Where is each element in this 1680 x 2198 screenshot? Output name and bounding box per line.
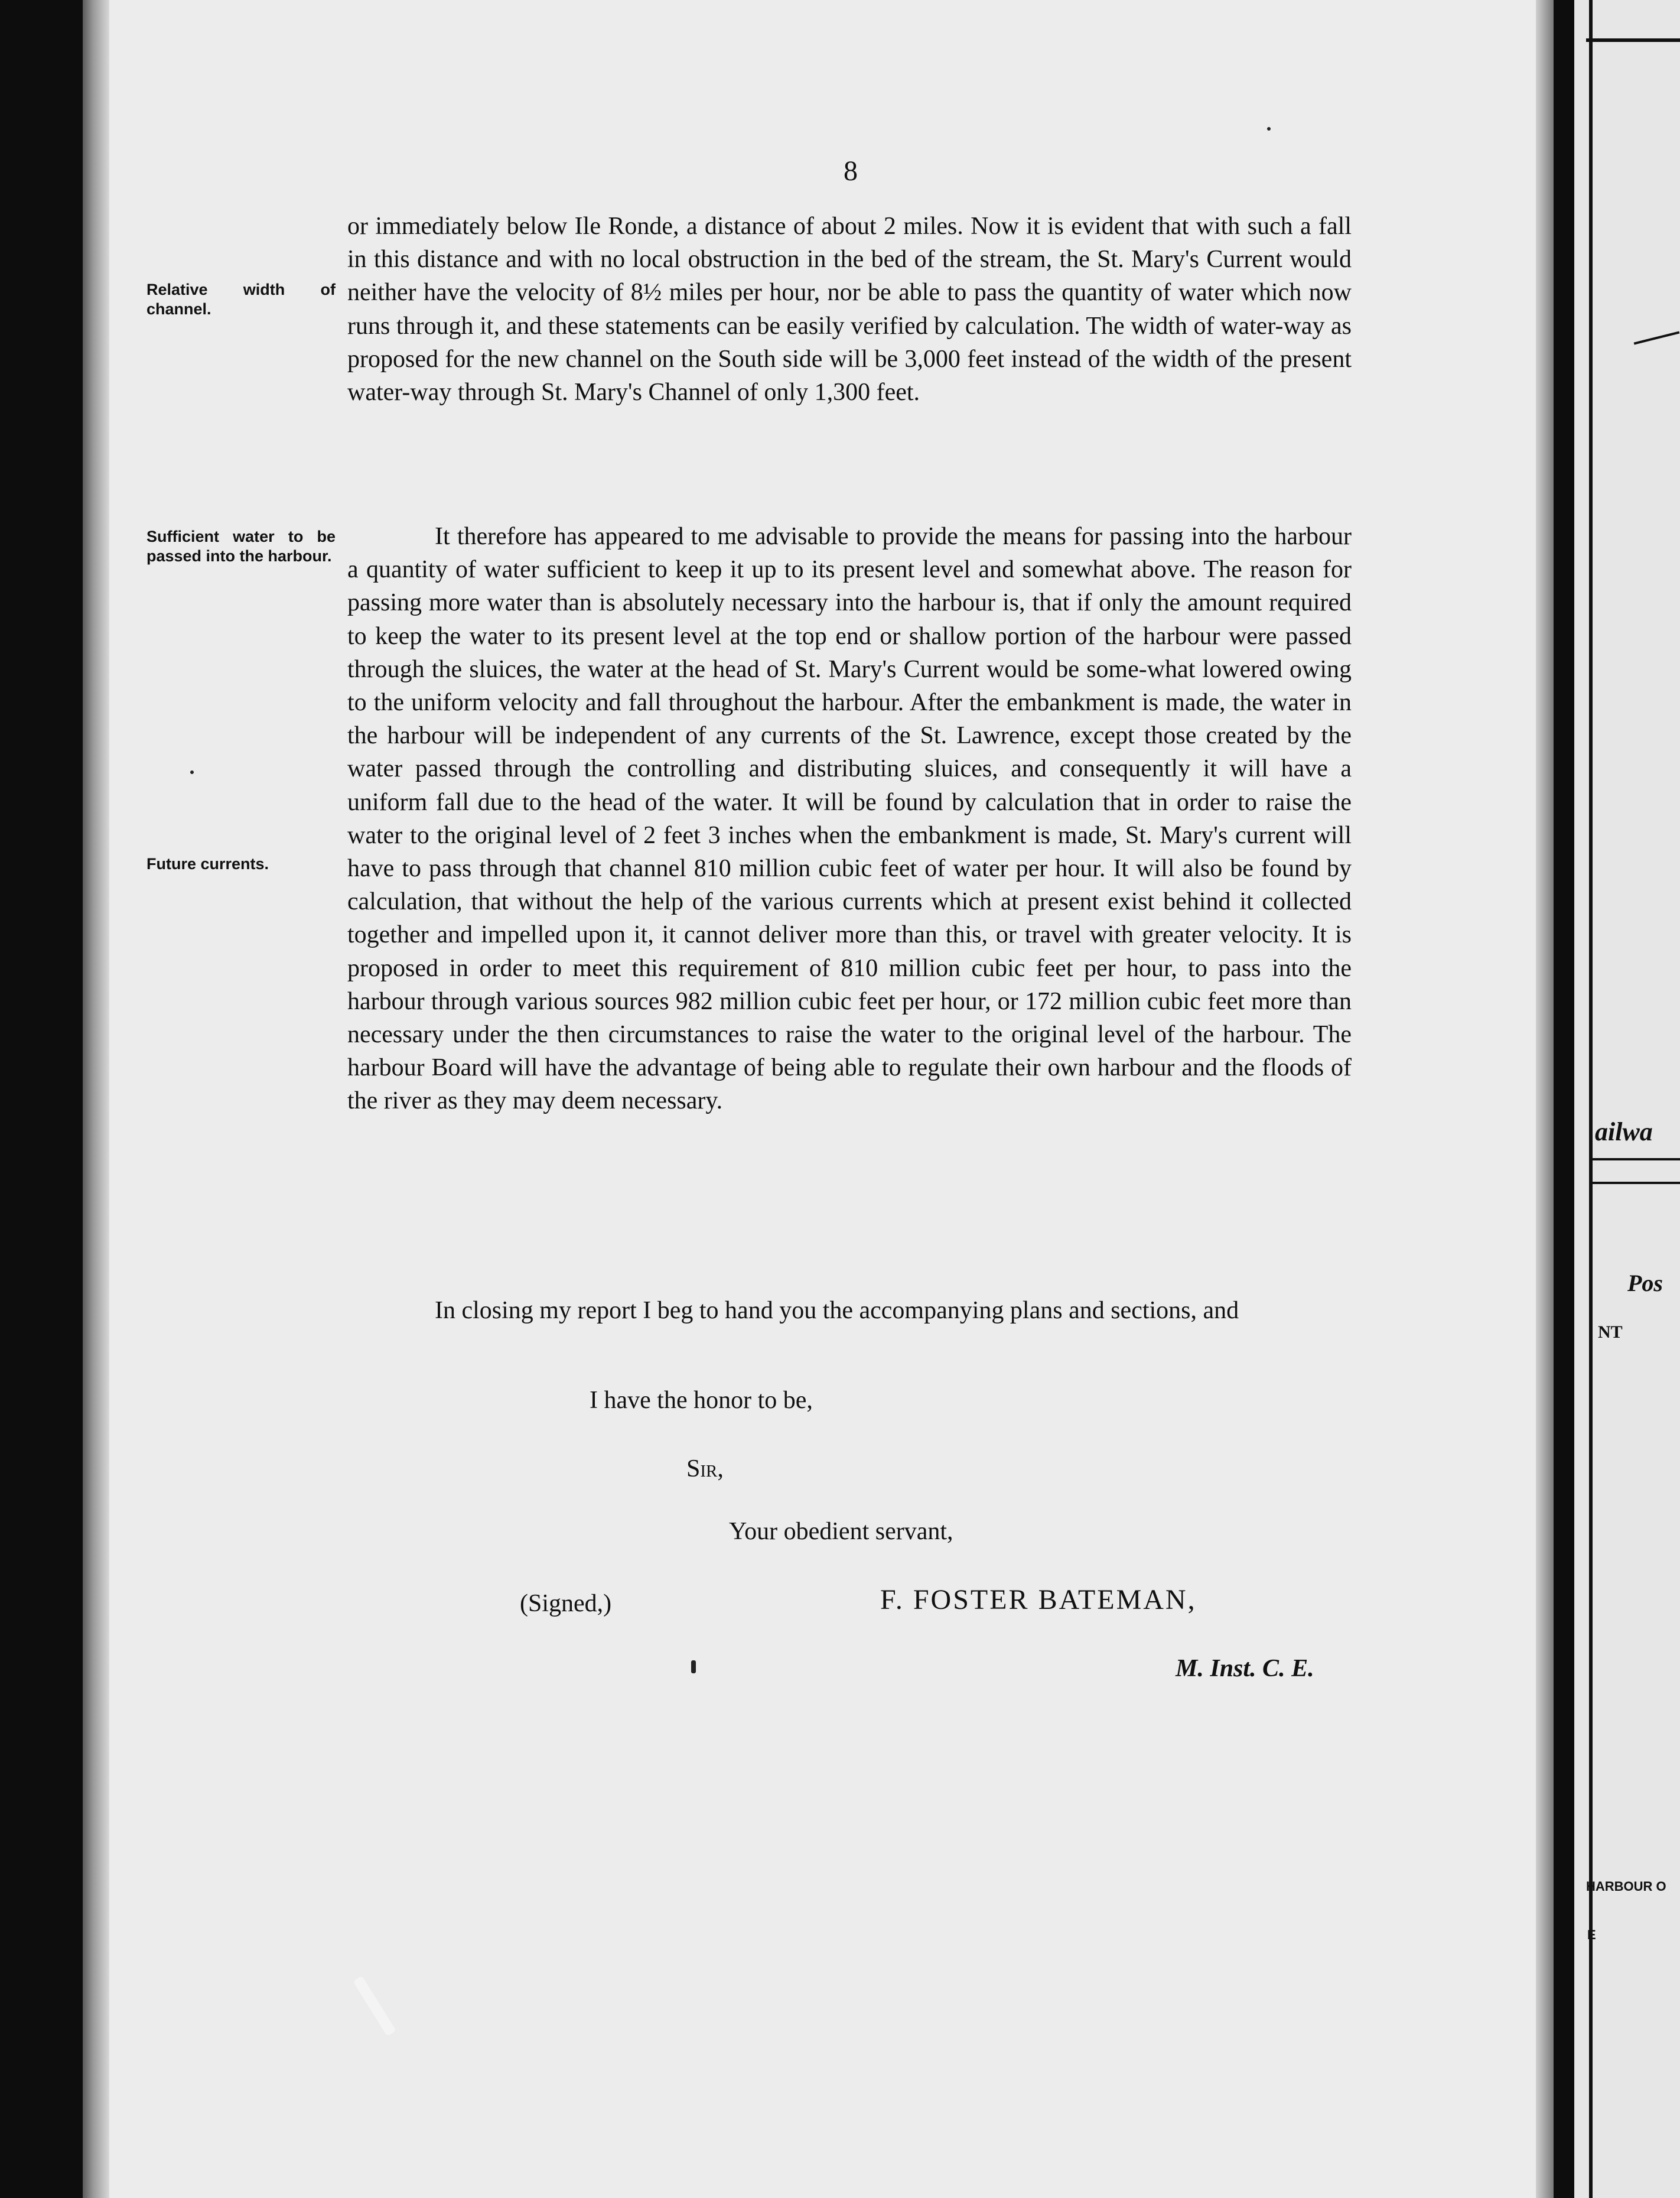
margin-note-relative-width: Relative width of channel. — [146, 281, 336, 318]
map-road-line — [1592, 1182, 1680, 1184]
paragraph-2-text: It therefore has appeared to me advisable to provide the means for passing into the harbour a quantity of water sufficient to keep it up to its present level and somewhat above. The reason for passing more water than is absolutely necessary into the harbour is, that if only the amount required to keep the water to its present level at the top end or shallow portion of the harbour were passed through the sluices, the water at the head of St. Mary's Current would be some-what lowered owing to the uniform velocity and fall throughout the harbour. After the embankment is made, the water in the harbour will be independent of any currents of the St. Lawrence, except those created by the water passed through the controlling and distributing sluices, and consequently it will have a uniform fall due to the head of the water. It will be found by calculation that in order to raise the water to the original level of 2 feet 3 inches when the embankment is made, St. Mary's current will have to pass through that channel 810 million cubic feet of water per hour. It will also be found by calculation, that without the help of the various currents which at present exist behind it collected together and impelled upon it, it cannot deliver more than this, or travel with greater velocity. It is proposed in order to meet this requirement of 810 million cubic feet per hour, to pass into the harbour through various sources 982 million cubic feet per hour, or 172 million cubic feet more than necessary under the then circumstances to raise the water to the original level of the harbour. The harbour Board will have the advantage of being able to regulate their own harbour and the floods of the river as they may deem necessary. — [347, 523, 1352, 1115]
map-road-line — [1592, 1158, 1680, 1160]
page-edge — [1536, 0, 1554, 2198]
page-gutter — [83, 0, 109, 2198]
speck — [691, 1660, 696, 1673]
margin-note-future-currents: Future currents. — [146, 855, 269, 873]
paragraph-3 — [347, 1294, 1352, 1327]
map-label-railway: ailwa — [1595, 1117, 1653, 1146]
page-number: 8 — [844, 155, 858, 187]
closing-salutation: Sir, — [686, 1455, 724, 1482]
map-label-nt: NT — [1598, 1322, 1623, 1342]
map-border-line — [1586, 38, 1680, 42]
paragraph-1-text: or immediately below Ile Ronde, a distance of about 2 miles. Now it is evident that with such a fall in this distance and with no local obstruction in the bed of the stream, the St. Mary's Current would neither have the velocity of 8½ miles per hour, nor be able to pass the quantity of water which now runs through it, and these statements can be easily verified by calculation. The width of water-way as proposed for the new channel on the South side will be 3,000 feet instead of the width of the present water-way through St. Mary's Channel of only 1,300 feet. — [347, 213, 1352, 407]
signature-credential: M. Inst. C. E. — [1176, 1655, 1314, 1682]
paragraph-1 — [347, 210, 1352, 409]
map-border-line — [1589, 0, 1593, 2198]
adjacent-map-strip — [1574, 0, 1680, 2198]
map-label-e: E — [1587, 1927, 1596, 1942]
paragraph-3-text: In closing my report I beg to hand you the accompanying plans and sections, and — [435, 1297, 1239, 1324]
speck — [190, 770, 194, 774]
closing-servant: Your obedient servant, — [729, 1518, 953, 1545]
closing-honor: I have the honor to be, — [590, 1387, 813, 1414]
paragraph-2 — [347, 520, 1352, 1118]
map-road-line — [1634, 331, 1680, 345]
map-label-harbour: HARBOUR O — [1586, 1879, 1666, 1894]
map-label-post: Pos — [1627, 1270, 1663, 1296]
margin-note-sufficient-water: Sufficient water to be passed into the harbour. — [146, 528, 336, 565]
closing-signed: (Signed,) — [520, 1590, 612, 1617]
speck — [1267, 127, 1271, 131]
signature-name: F. FOSTER BATEMAN, — [880, 1584, 1197, 1615]
